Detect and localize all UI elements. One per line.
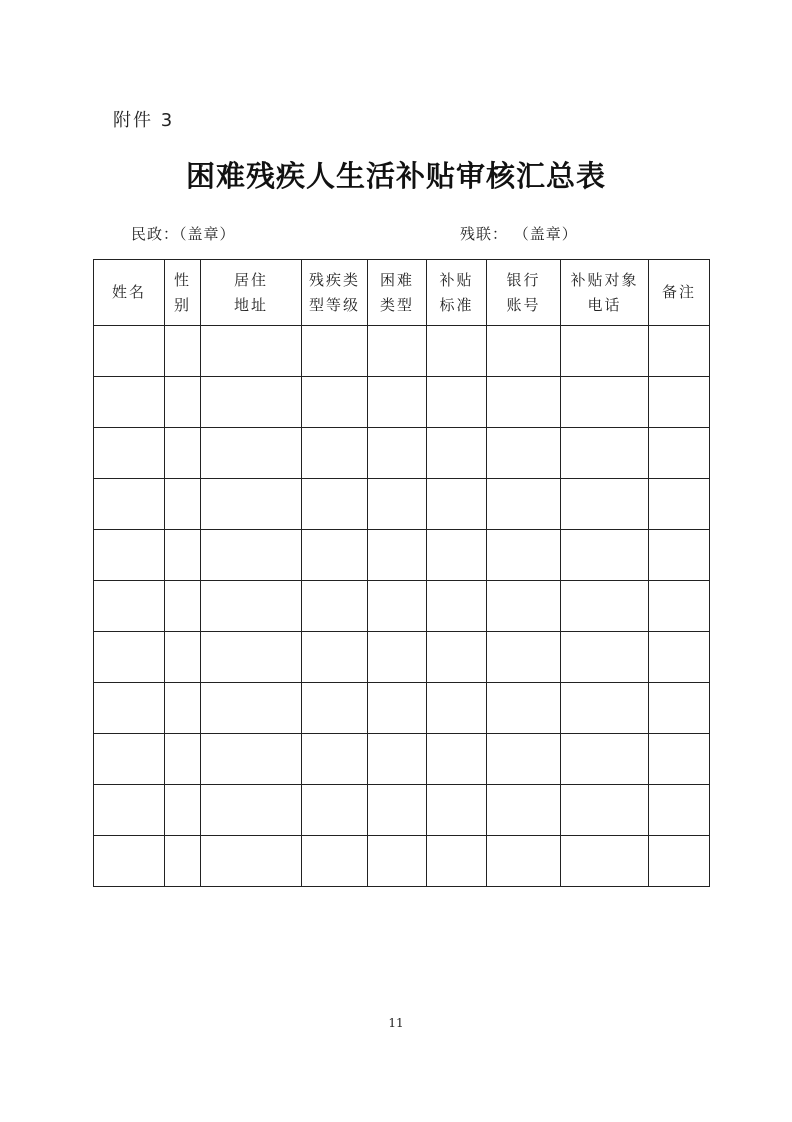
table-cell[interactable] [368,683,427,734]
table-cell[interactable] [368,479,427,530]
table-cell[interactable] [649,479,710,530]
table-cell[interactable] [427,428,487,479]
table-cell[interactable] [561,683,649,734]
table-cell[interactable] [427,632,487,683]
header-gender: 性 别 [165,260,201,326]
table-cell[interactable] [94,530,165,581]
disabled-federation-seal-label: 残联： （盖章） [460,225,578,243]
table-cell[interactable] [165,479,201,530]
table-cell[interactable] [94,836,165,887]
table-cell[interactable] [649,326,710,377]
civil-affairs-seal-label: 民政：（盖章） [131,225,236,243]
table-cell[interactable] [201,836,302,887]
table-cell[interactable] [302,734,368,785]
table-cell[interactable] [165,530,201,581]
table-cell[interactable] [201,326,302,377]
table-cell[interactable] [561,836,649,887]
table-cell[interactable] [487,632,561,683]
table-cell[interactable] [368,785,427,836]
table-cell[interactable] [302,836,368,887]
table-cell[interactable] [427,785,487,836]
table-cell[interactable] [487,734,561,785]
table-cell[interactable] [649,785,710,836]
table-cell[interactable] [487,377,561,428]
table-cell[interactable] [561,734,649,785]
table-cell[interactable] [368,836,427,887]
table-cell[interactable] [427,836,487,887]
table-cell[interactable] [487,479,561,530]
table-cell[interactable] [368,734,427,785]
table-cell[interactable] [649,683,710,734]
document-title: 困难残疾人生活补贴审核汇总表 [185,159,606,193]
table-cell[interactable] [487,428,561,479]
table-cell[interactable] [368,581,427,632]
table-cell[interactable] [201,734,302,785]
table-cell[interactable] [427,479,487,530]
table-row [94,785,710,836]
table-cell[interactable] [487,530,561,581]
table-cell[interactable] [94,581,165,632]
table-cell[interactable] [427,326,487,377]
table-cell[interactable] [427,683,487,734]
table-cell[interactable] [561,530,649,581]
table-cell[interactable] [561,377,649,428]
table-cell[interactable] [649,836,710,887]
table-cell[interactable] [561,785,649,836]
table-row [94,581,710,632]
header-disability-type-grade: 残疾类 型等级 [302,260,368,326]
table-row [94,377,710,428]
summary-table [93,259,710,887]
table-cell[interactable] [368,377,427,428]
table-cell[interactable] [368,326,427,377]
table-cell[interactable] [487,836,561,887]
table-cell[interactable] [302,785,368,836]
table-cell[interactable] [165,683,201,734]
table-cell[interactable] [561,632,649,683]
table-cell[interactable] [165,785,201,836]
table-cell[interactable] [368,428,427,479]
table-cell[interactable] [94,377,165,428]
table-cell[interactable] [487,326,561,377]
table-row [94,632,710,683]
table-cell[interactable] [94,326,165,377]
table-cell[interactable] [649,632,710,683]
header-name: 姓名 [94,260,165,326]
table-cell[interactable] [427,377,487,428]
header-bank-account: 银行 账号 [487,260,561,326]
table-cell[interactable] [649,530,710,581]
table-cell[interactable] [165,581,201,632]
table-cell[interactable] [201,377,302,428]
table-cell[interactable] [487,683,561,734]
table-row [94,734,710,785]
table-cell[interactable] [94,785,165,836]
table-cell[interactable] [165,734,201,785]
header-recipient-phone: 补贴对象 电话 [561,260,649,326]
table-cell[interactable] [94,683,165,734]
table-cell[interactable] [201,428,302,479]
table-cell[interactable] [165,377,201,428]
table-cell[interactable] [427,530,487,581]
table-cell[interactable] [649,734,710,785]
table-row [94,428,710,479]
table-row [94,683,710,734]
table-cell[interactable] [302,326,368,377]
attachment-label: 附件 3 [113,110,175,131]
table-row [94,530,710,581]
table-cell[interactable] [427,581,487,632]
table-cell[interactable] [165,326,201,377]
table-cell[interactable] [487,581,561,632]
table-cell[interactable] [201,530,302,581]
page-number: 11 [388,1016,404,1030]
table-cell[interactable] [302,479,368,530]
table-cell[interactable] [165,836,201,887]
table-cell[interactable] [94,734,165,785]
table-cell[interactable] [561,479,649,530]
table-cell[interactable] [94,479,165,530]
table-cell[interactable] [368,632,427,683]
table-cell[interactable] [201,479,302,530]
table-row [94,479,710,530]
table-cell[interactable] [649,377,710,428]
table-cell[interactable] [649,581,710,632]
table-cell[interactable] [201,581,302,632]
header-hardship-type: 困难 类型 [368,260,427,326]
header-address: 居住 地址 [201,260,302,326]
table-cell[interactable] [561,428,649,479]
header-subsidy-standard: 补贴 标准 [427,260,487,326]
table-cell[interactable] [302,581,368,632]
table-cell[interactable] [94,632,165,683]
table-cell[interactable] [201,683,302,734]
table-row [94,836,710,887]
table-cell[interactable] [302,428,368,479]
table-cell[interactable] [302,377,368,428]
table-row [94,326,710,377]
table-cell[interactable] [165,632,201,683]
table-cell[interactable] [561,326,649,377]
header-remarks: 备注 [649,260,710,326]
table-cell[interactable] [487,785,561,836]
table-cell[interactable] [201,785,302,836]
table-cell[interactable] [427,734,487,785]
table-cell[interactable] [94,428,165,479]
table-cell[interactable] [165,428,201,479]
table-cell[interactable] [368,530,427,581]
table-cell[interactable] [302,530,368,581]
table-cell[interactable] [649,428,710,479]
table-cell[interactable] [561,581,649,632]
table-cell[interactable] [302,683,368,734]
table-cell[interactable] [201,632,302,683]
table-body [94,326,710,887]
table-cell[interactable] [302,632,368,683]
table-header-row [94,260,710,326]
